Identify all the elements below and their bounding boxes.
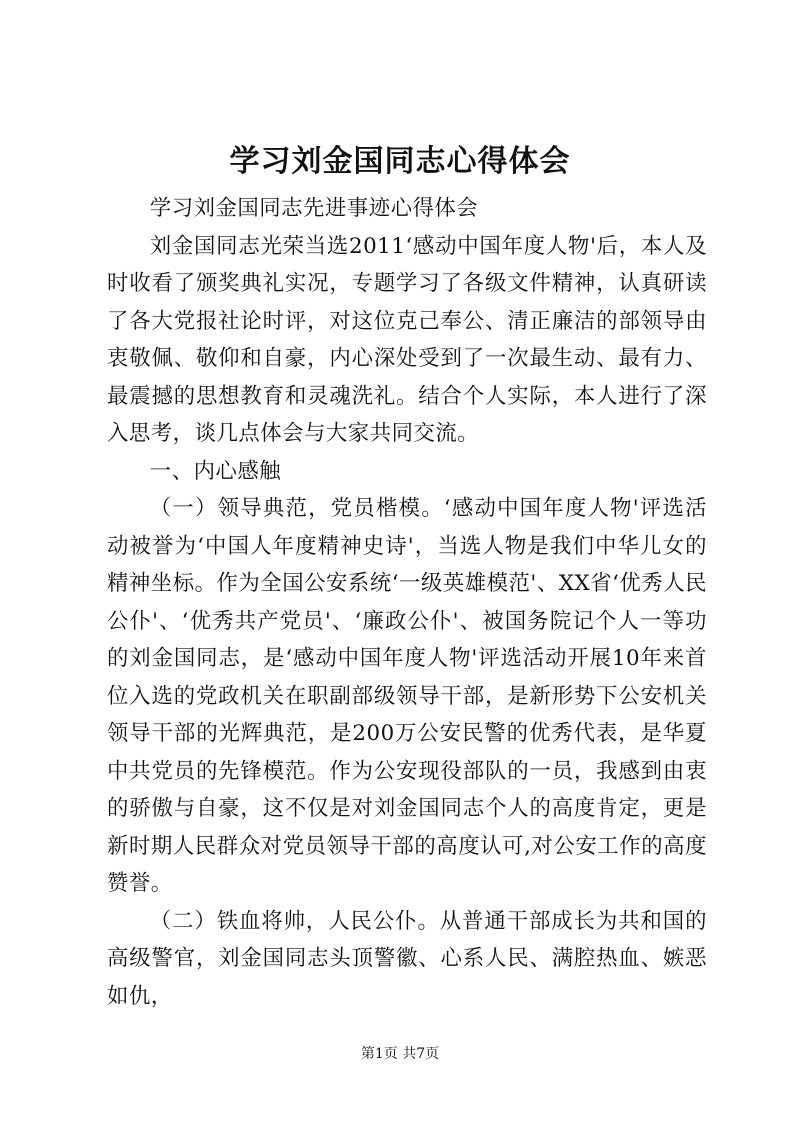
section-heading: 一、内心感触 bbox=[149, 458, 282, 484]
paragraph-section-2: （二）铁血将帅，人民公仆。从普通干部成长为共和国的高级警官，刘金国同志头顶警徽、心系人民、满腔热血、嫉恶如仇， bbox=[107, 908, 707, 1009]
paragraph-intro: 刘金国同志光荣当选2011‘感动中国年度人物'后，本人及时收看了颁奖典礼实况，专题学习了各级文件精神，认真研读了各大党报社论时评，对这位克己奉公、清正廉洁的部领导由衷敬佩、敬仰和自豪，内心深处受到了一次最生动、最有力、最震撼的思想教育和灵魂洗礼。结合个人实际，本人进行了深入思考，谈几点体会与大家共同交流。 bbox=[107, 233, 707, 446]
paragraph-subtitle: 学习刘金国同志先进事迹心得体会 bbox=[149, 196, 479, 221]
document-title: 学习刘金国同志心得体会 bbox=[229, 144, 571, 179]
document-body bbox=[107, 190, 707, 1015]
page-footer: 第1页 共7页 bbox=[360, 1046, 440, 1062]
paragraph-section-1: （一）领导典范，党员楷模。‘感动中国年度人物'评选活动被誉为‘中国人年度精神史诗'，当选人物是我们中华儿女的精神坐标。作为全国公安系统‘一级英雄模范'、XX省‘优秀人民公仆'、‘优秀共产党员'、‘廉政公仆'、被国务院记个人一等功的刘金国同志，是‘感动中国年度人物'评选活动开展10年来首位入选的党政机关在职副部级领导干部，是新形势下公安机关领导干部的光辉典范，是200万公安民警的优秀代表，是华夏中共党员的先锋模范。作为公安现役部队的一员，我感到由衷的骄傲与自豪，这不仅是对刘金国同志个人的高度肯定，更是新时期人民群众对党员领导干部的高度认可,对公安工作的高度赞誉。 bbox=[107, 496, 707, 896]
